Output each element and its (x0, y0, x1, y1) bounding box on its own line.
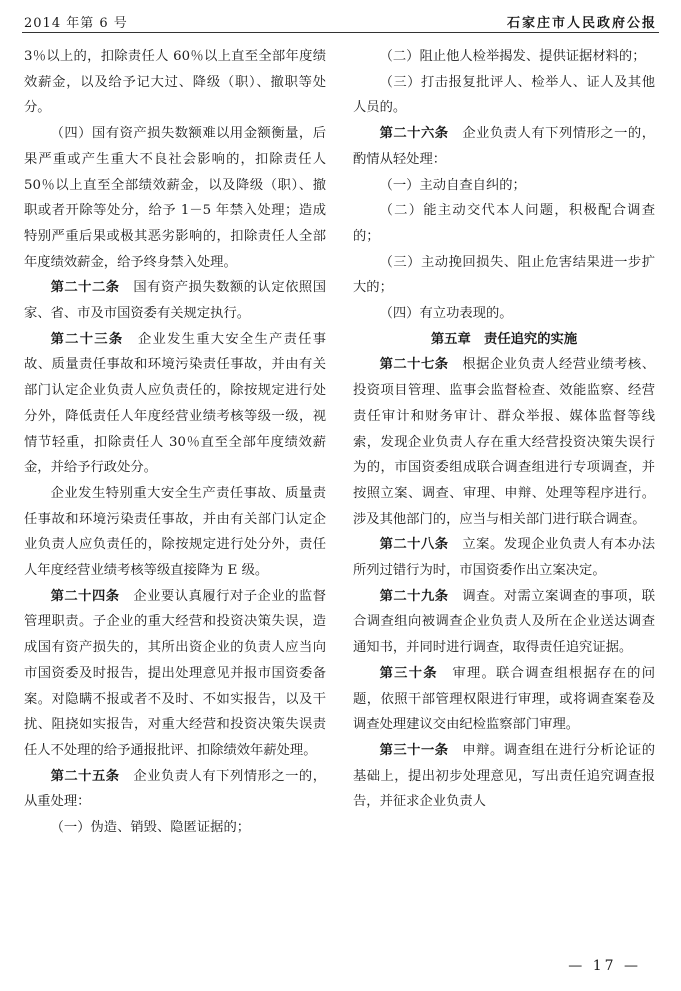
paragraph (24, 584, 326, 764)
paragraph-text: 立案。发现企业负责人有本办法所列过错行为时，市国资委作出立案决定。 (353, 537, 656, 579)
paragraph-text: 根据企业负责人经营业绩考核、投资项目管理、监事会监督检查、效能监察、经营责任审计和财务审计、群众举报、媒体监督等线索，发现企业负责人存在重大经营投资决策失误行为的，市国资委组成联合调查组进行专项调查，并按照立案、调查、审理、申辩、处理等程序进行。涉及其他部门的，应当与相关部门进行联合调查。 (353, 357, 656, 527)
paragraph (353, 352, 655, 532)
paragraph-text: （二）阻止他人检举揭发、提供证据材料的； (379, 49, 646, 64)
article-number: 第二十五条 (50, 768, 120, 784)
left-column (24, 44, 326, 841)
right-column (353, 44, 655, 815)
paragraph (353, 198, 655, 249)
paragraph (24, 764, 326, 815)
chapter-heading: 第五章 责任追究的实施 (430, 331, 578, 347)
publication-title: 石家庄市人民政府公报 (506, 16, 657, 31)
paragraph (24, 327, 326, 481)
paragraph (353, 661, 655, 738)
paragraph-text: （四）国有资产损失数额难以用金额衡量，后果严重或产生重大不良社会影响的，扣除责任人 50％以上直至全部绩效薪金，以及降级（职）、撤职或者开除等处分，给予 1－5 年禁入处理；造成特别严重后果或极其恶劣影响的，扣除责任人全部年度绩效薪金，给予终身禁入处理。 (24, 126, 326, 270)
paragraph (24, 121, 326, 275)
paragraph (353, 173, 655, 199)
paragraph-text: （三）打击报复批评人、检举人、证人及其他人员的。 (353, 74, 655, 116)
paragraph (24, 275, 326, 326)
paragraph-text: 企业负责人有下列情形之一的，从重处理： (24, 768, 327, 810)
article-number: 第二十九条 (379, 588, 449, 604)
paragraph-text: 国有资产损失数额的认定依照国家、省、市及市国资委有关规定执行。 (24, 280, 327, 322)
page-header (22, 4, 659, 33)
article-number: 第二十七条 (379, 357, 449, 373)
paragraph-text: 调查。对需立案调查的事项，联合调查组向被调查企业负责人及所在企业送达调查通知书，并同时进行调查，取得责任追究证据。 (353, 588, 656, 656)
paragraph (24, 44, 326, 121)
paragraph-text: 企业负责人有下列情形之一的，酌情从轻处理： (353, 126, 656, 167)
article-number: 第二十四条 (50, 588, 120, 604)
paragraph (24, 815, 326, 841)
paragraph (24, 481, 326, 584)
paragraph (353, 532, 655, 583)
issue-label: 2014 年第 6 号 (24, 16, 128, 31)
article-number: 第三十条 (379, 665, 438, 681)
paragraph-text: （四）有立功表现的。 (379, 306, 513, 322)
paragraph-text: （三）主动挽回损失、阻止危害结果进一步扩大的； (353, 254, 655, 296)
paragraph-text: 企业发生重大安全生产责任事故、质量责任事故和环境污染责任事故，并由有关部门认定企业负责人应负责任的，除按规定进行处分外，降低责任人年度经营业绩考核等级一级，视情节轻重，扣除责任人 30％直至全部年度绩效薪金，并给予行政处分。 (24, 331, 327, 476)
paragraph (353, 250, 655, 301)
paragraph-text: 企业发生特别重大安全生产责任事故、质量责任事故和环境污染责任事故，并由有关部门认定企业负责人应负责任的，除按规定进行处分外，责任人年度经营业绩考核等级直接降为 E 级。 (24, 485, 326, 579)
paragraph (353, 584, 655, 661)
paragraph-text: （一）伪造、销毁、隐匿证据的； (50, 820, 251, 836)
paragraph-text: 企业要认真履行对子企业的监督管理职责。子企业的重大经营和投资决策失误，造成国有资产损失的，其所出资企业的负责人应当向市国资委及时报告，提出处理意见并报市国资委备案。对隐瞒不报或者不及时、不如实报告，以及干扰、阻挠如实报告，对重大经营和投资决策失误责任人不处理的给予通报批评、扣除绩效年薪处理。 (24, 588, 327, 758)
paragraph (353, 70, 655, 121)
paragraph-text: 审理。联合调查组根据存在的问题，依照干部管理权限进行审理，或将调查案卷及调查处理建议交由纪检监察部门审理。 (353, 665, 656, 733)
page-number: — 17 — (568, 958, 641, 974)
paragraph-text: （二）能主动交代本人问题，积极配合调查的； (353, 203, 655, 244)
article-number: 第二十二条 (50, 280, 120, 296)
paragraph-text: （一）主动自查自纠的； (379, 177, 526, 193)
article-number: 第三十一条 (379, 742, 449, 758)
article-number: 第二十八条 (379, 537, 449, 553)
paragraph (353, 738, 655, 815)
paragraph-text: 3％以上的，扣除责任人 60％以上直至全部年度绩效薪金，以及给予记大过、降级（职）、撤职等处分。 (24, 49, 326, 116)
paragraph (353, 301, 655, 327)
paragraph (353, 121, 655, 172)
paragraph (353, 44, 655, 70)
article-number: 第二十三条 (50, 331, 124, 347)
article-number: 第二十六条 (379, 126, 449, 142)
paragraph-text: 申辩。调查组在进行分析论证的基础上，提出初步处理意见，写出责任追究调查报告，并征求企业负责人 (353, 742, 656, 810)
